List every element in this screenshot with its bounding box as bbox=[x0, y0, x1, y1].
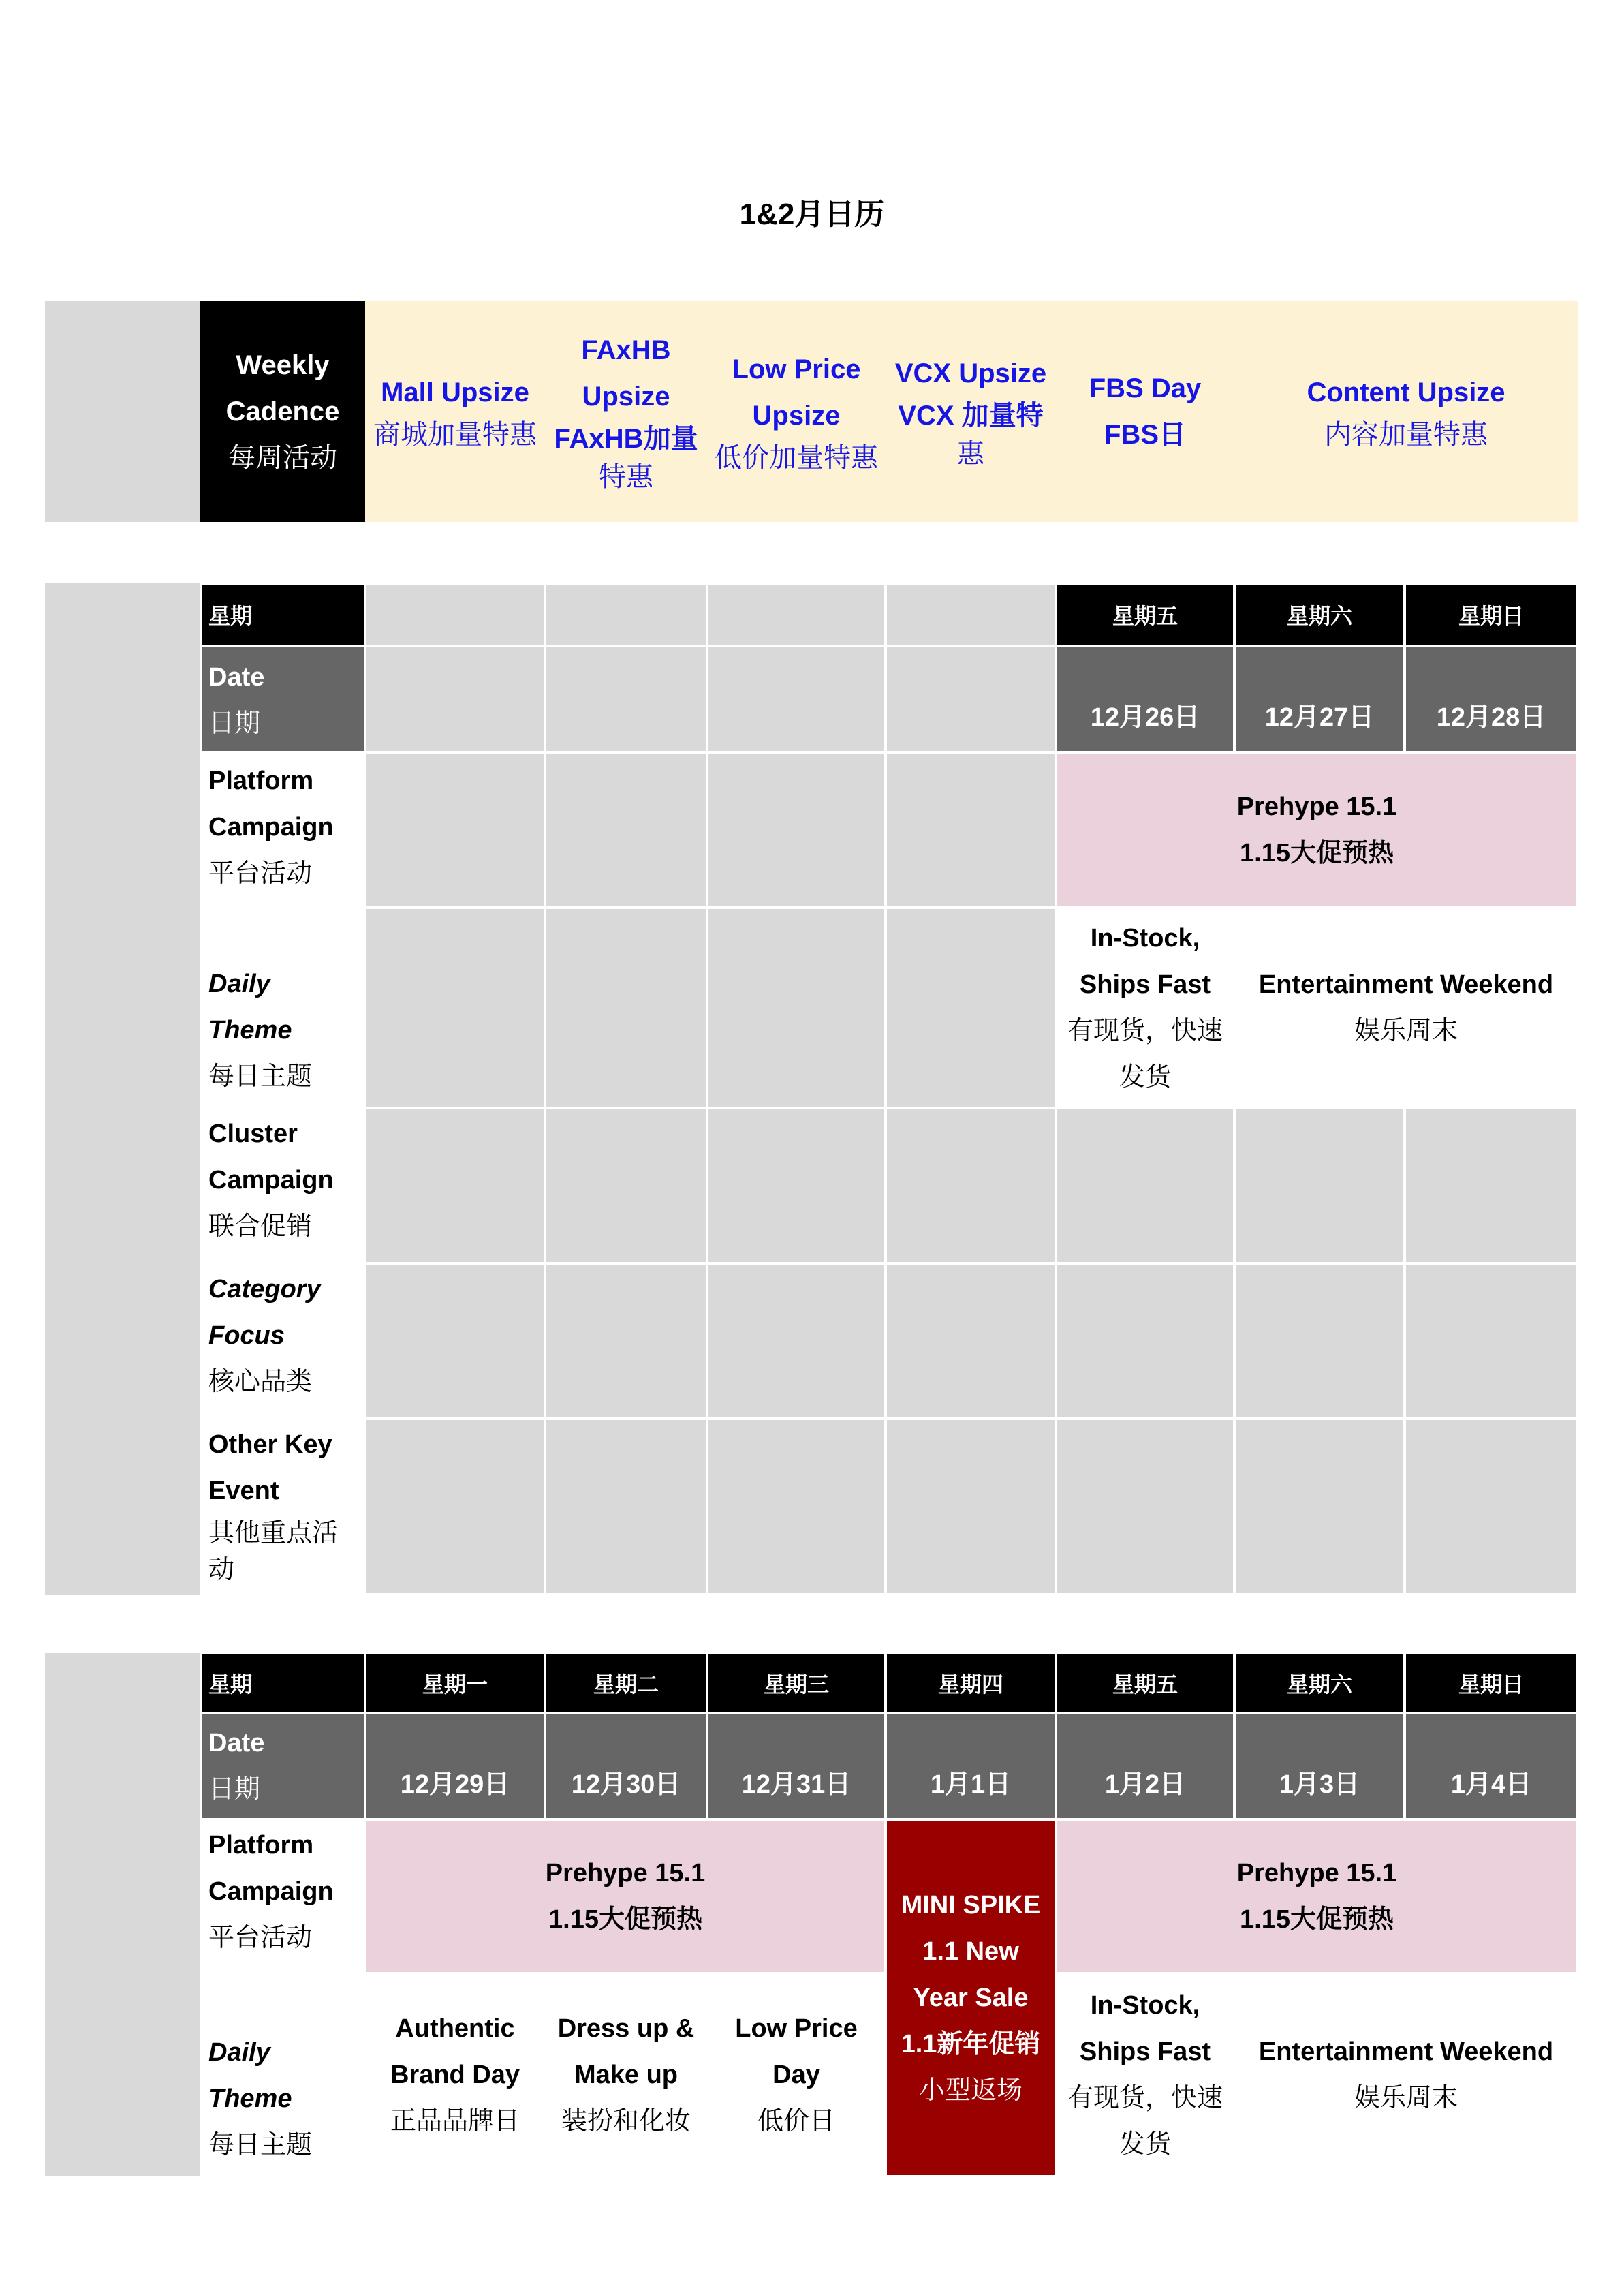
platform-campaign-prehype bbox=[365, 1819, 886, 1973]
row-label-line: 动 bbox=[208, 1556, 235, 1584]
row-label-line: 其他重点活 bbox=[208, 1519, 339, 1547]
date-row-label bbox=[200, 1713, 365, 1819]
date-cell: 12月27日 bbox=[1234, 646, 1405, 752]
theme-in-stock bbox=[1056, 1973, 1234, 2176]
row-label-line: Event bbox=[208, 1477, 279, 1505]
empty-cell bbox=[1234, 1108, 1405, 1263]
mini-spike-line: 1.1 New bbox=[922, 1937, 1019, 1966]
empty-cell bbox=[365, 1263, 545, 1419]
cadence-header-line: Weekly bbox=[236, 350, 330, 380]
empty-cell bbox=[886, 1419, 1056, 1595]
date-cell: 12月31日 bbox=[707, 1713, 886, 1819]
weekday-label: 星期 bbox=[200, 583, 365, 646]
cadence-label-en: VCX 加量特 bbox=[898, 400, 1044, 431]
row-label-line: Campaign bbox=[208, 1877, 334, 1906]
row-label-line: Focus bbox=[208, 1321, 285, 1350]
weekday-header: 星期六 bbox=[1234, 1653, 1405, 1713]
weekday-header: 星期六 bbox=[1234, 583, 1405, 646]
row-label-line: 每日主题 bbox=[208, 2131, 313, 2159]
theme-line: 正品品牌日 bbox=[390, 2107, 520, 2136]
theme-entertainment-weekend bbox=[1234, 1973, 1578, 2176]
other-key-event-label bbox=[200, 1419, 365, 1595]
cadence-label-zh: 低价加量特惠 bbox=[715, 442, 878, 473]
date-cell: 12月30日 bbox=[545, 1713, 707, 1819]
date-cell: 12月28日 bbox=[1405, 646, 1578, 752]
empty-cell bbox=[707, 583, 886, 646]
cadence-label-zh: 特惠 bbox=[599, 461, 653, 492]
mini-spike-line: 1.1新年促销 bbox=[901, 2030, 1041, 2059]
empty-cell bbox=[365, 583, 545, 646]
cluster-campaign-label bbox=[200, 1108, 365, 1263]
cadence-side-block bbox=[45, 301, 200, 522]
empty-cell bbox=[365, 752, 545, 908]
weekday-header: 星期四 bbox=[886, 1653, 1056, 1713]
theme-line: In-Stock, bbox=[1090, 924, 1200, 953]
empty-cell bbox=[707, 752, 886, 908]
cadence-label-zh: 惠 bbox=[957, 438, 984, 469]
row-label-line: Campaign bbox=[208, 1166, 334, 1195]
cadence-header-line: Cadence bbox=[225, 396, 340, 427]
empty-cell bbox=[886, 583, 1056, 646]
row-label-line: 日期 bbox=[208, 1775, 261, 1804]
empty-cell bbox=[707, 908, 886, 1108]
row-label-line: 平台活动 bbox=[208, 859, 313, 888]
empty-cell bbox=[545, 752, 707, 908]
theme-line: 有现货，快速 bbox=[1067, 1017, 1223, 1045]
cadence-label-en: Content Upsize bbox=[1307, 377, 1505, 407]
theme-line: Low Price bbox=[735, 2014, 858, 2043]
empty-cell bbox=[707, 1263, 886, 1419]
theme-line: 有现货，快速 bbox=[1067, 2084, 1223, 2112]
theme-line: Entertainment Weekend bbox=[1258, 2037, 1554, 2066]
cadence-fbs-day bbox=[1056, 301, 1234, 522]
row-label-line: 平台活动 bbox=[208, 1924, 313, 1952]
theme-line: 发货 bbox=[1119, 2130, 1171, 2159]
weekday-label: 星期 bbox=[200, 1653, 365, 1713]
empty-cell bbox=[707, 646, 886, 752]
cadence-label-en: Upsize bbox=[752, 400, 841, 431]
campaign-line: 1.15大促预热 bbox=[1240, 1905, 1394, 1934]
weekday-header: 星期二 bbox=[545, 1653, 707, 1713]
theme-line: Dress up & bbox=[557, 2014, 695, 2043]
date-row-label bbox=[200, 646, 365, 752]
theme-dress-up-make-up bbox=[545, 1973, 707, 2176]
cadence-header bbox=[200, 301, 365, 522]
empty-cell bbox=[707, 1419, 886, 1595]
date-cell: 1月1日 bbox=[886, 1713, 1056, 1819]
empty-cell bbox=[365, 1108, 545, 1263]
empty-cell bbox=[1056, 1263, 1234, 1419]
theme-line: Entertainment Weekend bbox=[1258, 970, 1554, 999]
platform-campaign-label bbox=[200, 1819, 365, 1973]
cadence-label-zh: 商城加量特惠 bbox=[373, 419, 537, 450]
cadence-label-en: Low Price bbox=[732, 354, 861, 384]
cadence-mall-upsize bbox=[365, 301, 545, 522]
cadence-header-line: 每周活动 bbox=[228, 442, 337, 473]
theme-line: 低价日 bbox=[757, 2107, 835, 2136]
empty-cell bbox=[545, 908, 707, 1108]
theme-in-stock bbox=[1056, 908, 1234, 1108]
cadence-label-en: Upsize bbox=[582, 381, 670, 412]
week1-side-block bbox=[45, 583, 200, 1595]
empty-cell bbox=[545, 646, 707, 752]
cadence-label-en: FBS日 bbox=[1104, 419, 1186, 450]
cadence-content-upsize bbox=[1234, 301, 1578, 522]
daily-theme-label bbox=[200, 1973, 365, 2176]
empty-cell bbox=[886, 646, 1056, 752]
date-cell: 1月3日 bbox=[1234, 1713, 1405, 1819]
theme-line: Brand Day bbox=[390, 2061, 520, 2089]
theme-line: 娱乐周末 bbox=[1354, 2084, 1458, 2112]
date-cell: 12月29日 bbox=[365, 1713, 545, 1819]
weekday-header: 星期一 bbox=[365, 1653, 545, 1713]
empty-cell bbox=[365, 1419, 545, 1595]
weekday-header: 星期五 bbox=[1056, 583, 1234, 646]
empty-cell bbox=[545, 1419, 707, 1595]
mini-spike-line: Year Sale bbox=[913, 1984, 1029, 2012]
row-label-line: 日期 bbox=[208, 709, 261, 738]
row-label-line: Other Key bbox=[208, 1430, 332, 1459]
row-label-line: Date bbox=[208, 663, 265, 692]
row-label-line: 核心品类 bbox=[208, 1368, 313, 1396]
cadence-low-price-upsize bbox=[707, 301, 886, 522]
cadence-label-en: Mall Upsize bbox=[381, 377, 529, 407]
row-label-line: Theme bbox=[208, 1016, 292, 1045]
empty-cell bbox=[365, 646, 545, 752]
theme-line: 发货 bbox=[1119, 1063, 1171, 1092]
empty-cell bbox=[1234, 1263, 1405, 1419]
campaign-line: Prehype 15.1 bbox=[1236, 792, 1397, 821]
weekday-header: 星期三 bbox=[707, 1653, 886, 1713]
week2-side-block bbox=[45, 1653, 200, 2176]
cadence-label-en: FBS Day bbox=[1089, 373, 1202, 403]
mini-spike-new-year-sale bbox=[886, 1819, 1056, 2176]
cadence-faxhb-upsize bbox=[545, 301, 707, 522]
theme-entertainment-weekend bbox=[1234, 908, 1578, 1108]
theme-line: 装扮和化妆 bbox=[561, 2107, 691, 2136]
row-label-line: Date bbox=[208, 1729, 265, 1757]
theme-line: Make up bbox=[574, 2061, 678, 2089]
campaign-line: 1.15大促预热 bbox=[548, 1905, 702, 1934]
campaign-line: Prehype 15.1 bbox=[1236, 1859, 1397, 1888]
platform-campaign-label bbox=[200, 752, 365, 908]
theme-line: 娱乐周末 bbox=[1354, 1017, 1458, 1045]
date-cell: 1月2日 bbox=[1056, 1713, 1234, 1819]
empty-cell bbox=[545, 1108, 707, 1263]
category-focus-label bbox=[200, 1263, 365, 1419]
theme-line: Day bbox=[772, 2061, 820, 2089]
theme-low-price-day bbox=[707, 1973, 886, 2176]
theme-line: Ships Fast bbox=[1079, 2037, 1211, 2066]
cadence-label-en: VCX Upsize bbox=[894, 358, 1047, 388]
row-label-line: Platform bbox=[208, 1831, 314, 1860]
empty-cell bbox=[886, 1108, 1056, 1263]
row-label-line: 联合促销 bbox=[208, 1212, 313, 1241]
empty-cell bbox=[707, 1108, 886, 1263]
weekday-header: 星期日 bbox=[1405, 583, 1578, 646]
empty-cell bbox=[365, 908, 545, 1108]
empty-cell bbox=[1405, 1419, 1578, 1595]
weekday-header: 星期日 bbox=[1405, 1653, 1578, 1713]
row-label-line: Cluster bbox=[208, 1120, 298, 1148]
row-label-line: 每日主题 bbox=[208, 1062, 313, 1091]
row-label-line: Theme bbox=[208, 2084, 292, 2113]
empty-cell bbox=[545, 1263, 707, 1419]
row-label-line: Campaign bbox=[208, 813, 334, 842]
empty-cell bbox=[1234, 1419, 1405, 1595]
mini-spike-line: MINI SPIKE bbox=[901, 1891, 1041, 1920]
theme-line: Ships Fast bbox=[1079, 970, 1211, 999]
empty-cell bbox=[1405, 1263, 1578, 1419]
empty-cell bbox=[886, 1263, 1056, 1419]
theme-line: In-Stock, bbox=[1090, 1991, 1200, 2020]
empty-cell bbox=[886, 908, 1056, 1108]
cadence-label-en: FAxHB bbox=[581, 335, 671, 365]
daily-theme-label bbox=[200, 908, 365, 1108]
empty-cell bbox=[886, 752, 1056, 908]
date-cell: 1月4日 bbox=[1405, 1713, 1578, 1819]
empty-cell bbox=[1056, 1108, 1234, 1263]
empty-cell bbox=[545, 583, 707, 646]
empty-cell bbox=[1056, 1419, 1234, 1595]
theme-authentic-brand-day bbox=[365, 1973, 545, 2176]
row-label-line: Platform bbox=[208, 767, 314, 795]
row-label-line: Daily bbox=[208, 970, 270, 998]
campaign-line: 1.15大促预热 bbox=[1240, 839, 1394, 867]
platform-campaign-prehype bbox=[1056, 752, 1578, 908]
cadence-label-zh: 内容加量特惠 bbox=[1324, 419, 1488, 450]
platform-campaign-prehype bbox=[1056, 1819, 1578, 1973]
empty-cell bbox=[1405, 1108, 1578, 1263]
page-title: 1&2月日历 bbox=[739, 198, 885, 231]
mini-spike-line: 小型返场 bbox=[918, 2076, 1022, 2105]
weekday-header: 星期五 bbox=[1056, 1653, 1234, 1713]
date-cell: 12月26日 bbox=[1056, 646, 1234, 752]
campaign-line: Prehype 15.1 bbox=[545, 1859, 706, 1888]
cadence-label-en: FAxHB加量 bbox=[554, 423, 698, 454]
row-label-line: Daily bbox=[208, 2038, 270, 2067]
cadence-vcx-upsize bbox=[886, 301, 1056, 522]
row-label-line: Category bbox=[208, 1275, 321, 1304]
theme-line: Authentic bbox=[395, 2014, 515, 2043]
